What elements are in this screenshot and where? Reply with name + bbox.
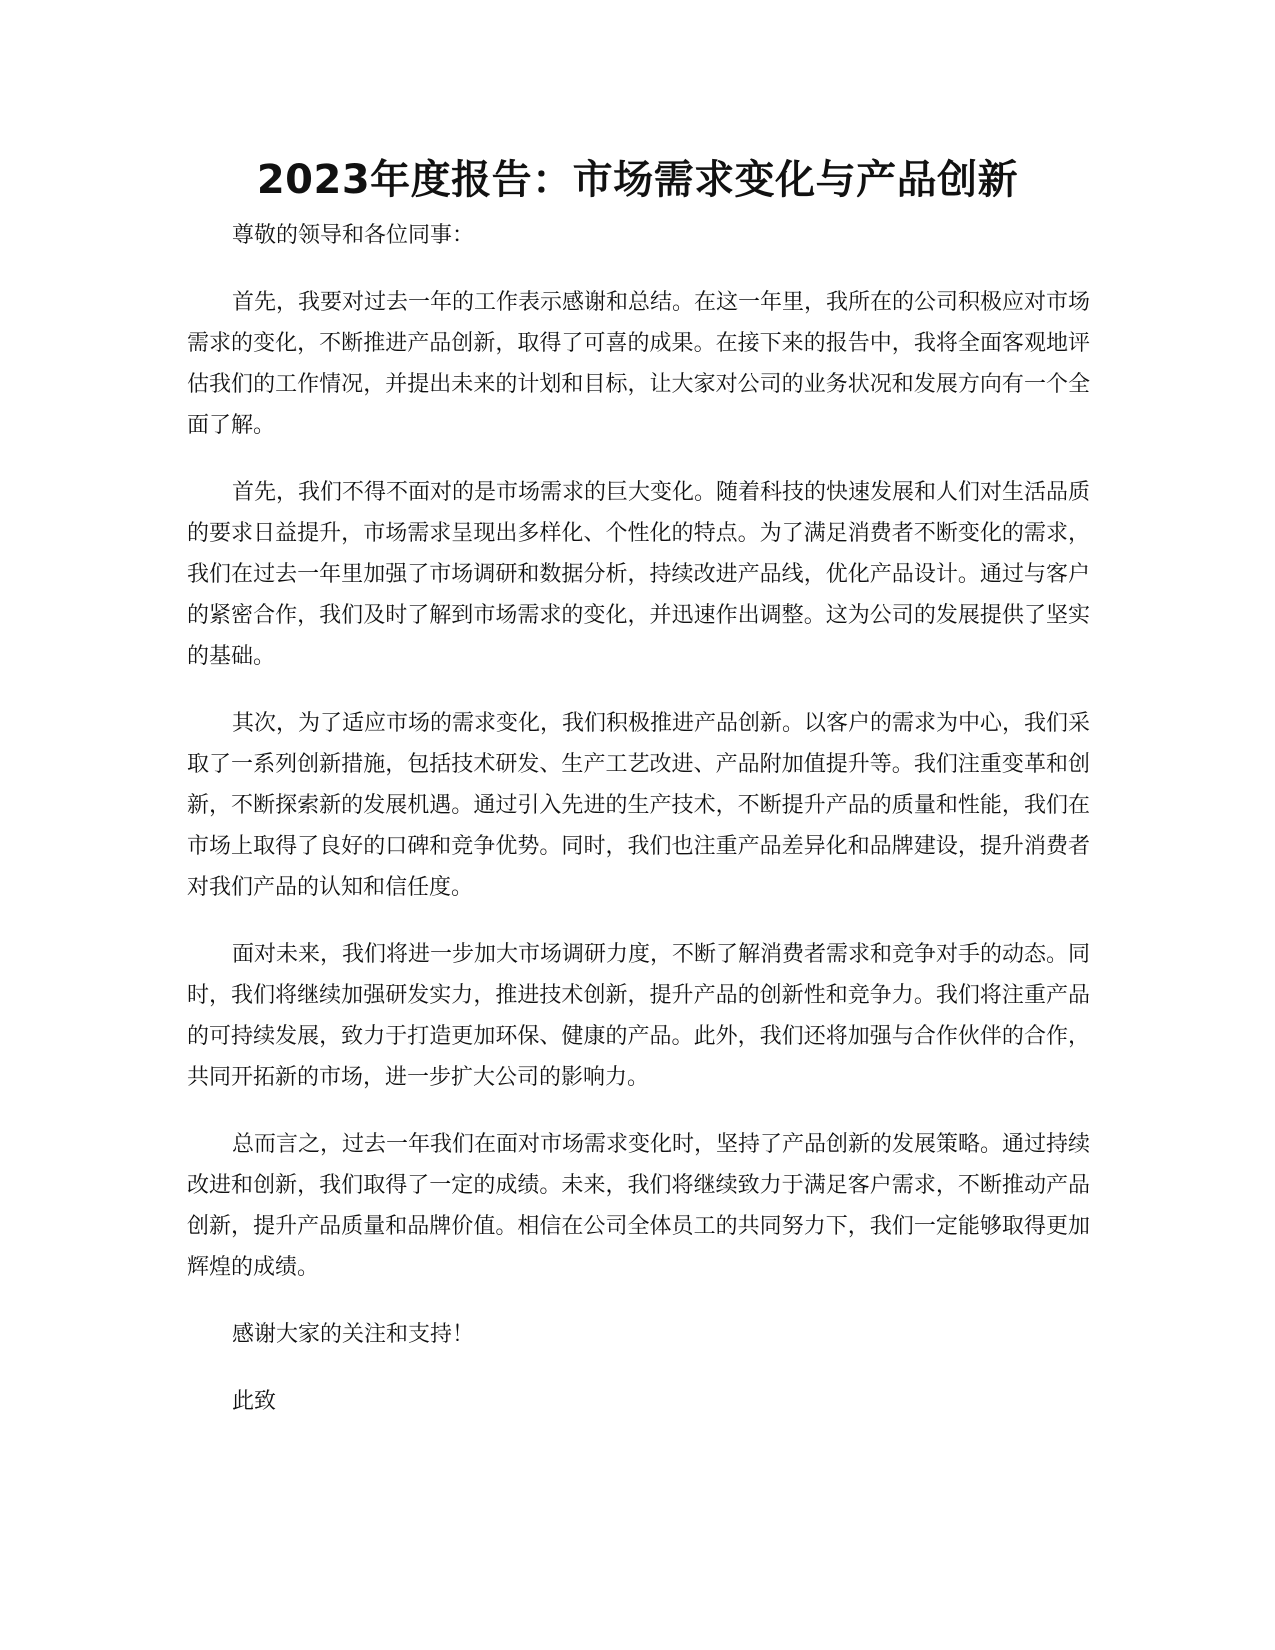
paragraph-4: 面对未来，我们将进一步加大市场调研力度，不断了解消费者需求和竞争对手的动态。同时，我们将继续加强研发实力，推进技术创新，提升产品的创新性和竞争力。我们将注重产品的可持续发展，致力于打造更加环保、健康的产品。此外，我们还将加强与合作伙伴的合作，共同开拓新的市场，进一步扩大公司的影响力。	[187, 942, 1091, 1090]
paragraph-2: 首先，我们不得不面对的是市场需求的巨大变化。随着科技的快速发展和人们对生活品质的要求日益提升，市场需求呈现出多样化、个性化的特点。为了满足消费者不断变化的需求，我们在过去一年里加强了市场调研和数据分析，持续改进产品线，优化产品设计。通过与客户的紧密合作，我们及时了解到市场需求的变化，并迅速作出调整。这为公司的发展提供了坚实的基础。	[187, 480, 1091, 669]
closing-line: 此致	[232, 1389, 277, 1414]
document-body	[187, 215, 1090, 1448]
greeting-line: 尊敬的领导和各位同事：	[232, 223, 475, 248]
thanks-line: 感谢大家的关注和支持！	[232, 1322, 475, 1347]
paragraph-1: 首先，我要对过去一年的工作表示感谢和总结。在这一年里，我所在的公司积极应对市场需求的变化，不断推进产品创新，取得了可喜的成果。在接下来的报告中，我将全面客观地评估我们的工作情况，并提出未来的计划和目标，让大家对公司的业务状况和发展方向有一个全面了解。	[187, 290, 1091, 438]
paragraph-3: 其次，为了适应市场的需求变化，我们积极推进产品创新。以客户的需求为中心，我们采取了一系列创新措施，包括技术研发、生产工艺改进、产品附加值提升等。我们注重变革和创新，不断探索新的发展机遇。通过引入先进的生产技术，不断提升产品的质量和性能，我们在市场上取得了良好的口碑和竞争优势。同时，我们也注重产品差异化和品牌建设，提升消费者对我们产品的认知和信任度。	[187, 711, 1091, 900]
paragraph-5: 总而言之，过去一年我们在面对市场需求变化时，坚持了产品创新的发展策略。通过持续改进和创新，我们取得了一定的成绩。未来，我们将继续致力于满足客户需求，不断推动产品创新，提升产品质量和品牌价值。相信在公司全体员工的共同努力下，我们一定能够取得更加辉煌的成绩。	[187, 1132, 1091, 1280]
document-title: 2023年度报告：市场需求变化与产品创新	[256, 157, 1019, 203]
